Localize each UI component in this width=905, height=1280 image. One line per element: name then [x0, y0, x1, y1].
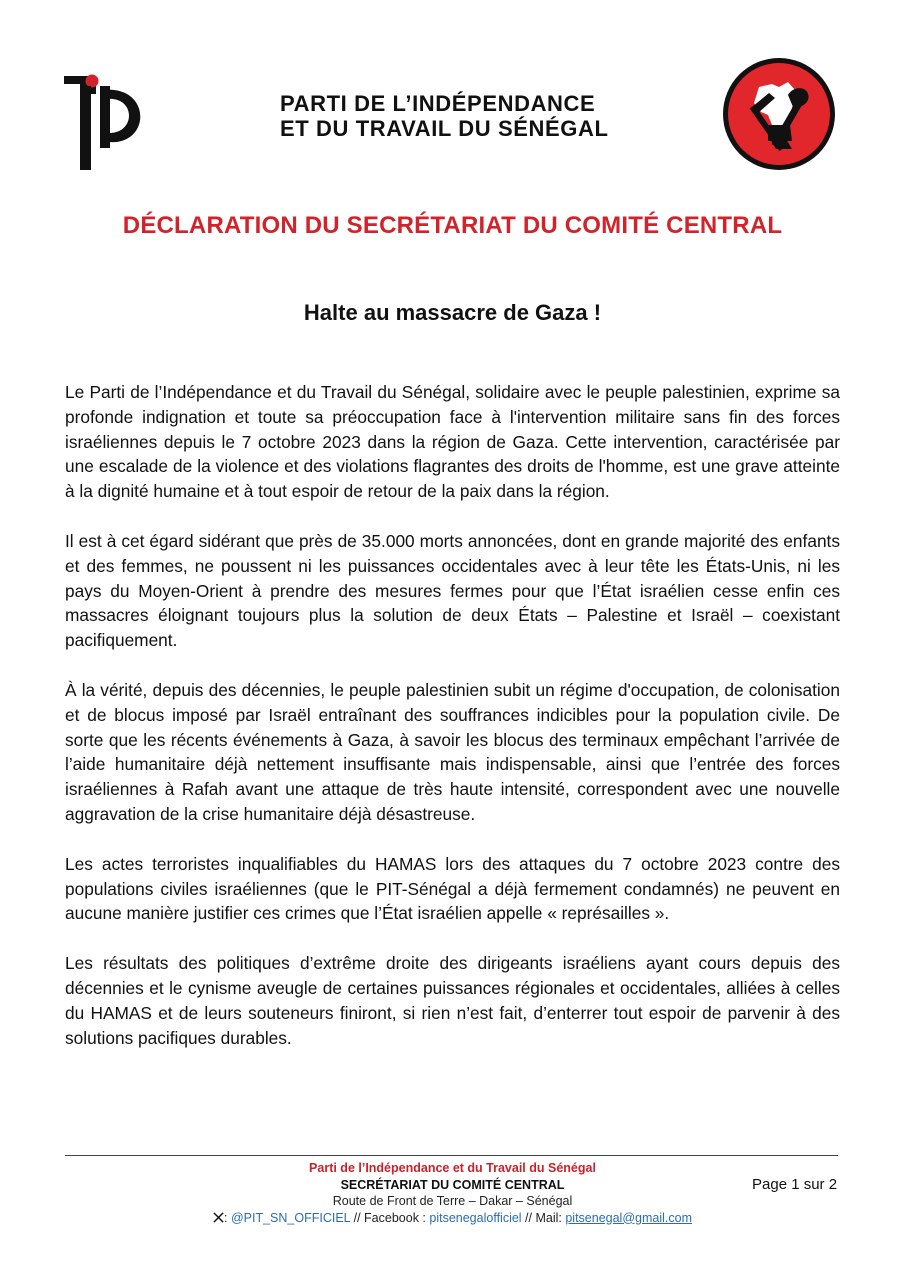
footer	[0, 1160, 905, 1226]
x-suffix: :	[224, 1210, 231, 1225]
paragraph-1: Le Parti de l’Indépendance et du Travail du Sénégal, solidaire avec le peuple palestinien, exprime sa profonde indignation et toute sa préoccupation face à l'intervention militaire sans fin des forces israéliennes depuis le 7 octobre 2023 dans la région de Gaza. Cette intervention, caractérisée par une escalade de la violence et des violations flagrantes des droits de l'homme, est une grave atteinte à la dignité humaine et à tout espoir de retour de la paix dans la région.	[65, 382, 840, 502]
paragraph-3: À la vérité, depuis des décennies, le peuple palestinien subit un régime d'occupation, de colonisation et de blocus imposé par Israël entraînant des souffrances indicibles pour la population civile. De sorte que les récents événements à Gaza, à savoir les blocus des terminaux empêchant l’arrivée de l’aide humanitaire déjà nettement insuffisante mais indispensable, ainsi que l’entrée des forces israéliennes à Rafah avant une attaque de très haute intensité, correspondent avec une nouvelle aggravation de la crise humanitaire déjà désastreuse.	[65, 679, 840, 824]
separator-facebook: // Facebook :	[350, 1210, 430, 1225]
pit-logo	[62, 72, 144, 172]
declaration-title: DÉCLARATION DU SECRÉTARIAT DU COMITÉ CENTRAL	[122, 212, 783, 239]
footer-address: Route de Front de Terre – Dakar – Sénégal	[332, 1194, 573, 1208]
party-name-line2: ET DU TRAVAIL DU SÉNÉGAL	[280, 116, 609, 141]
paragraph-2: Il est à cet égard sidérant que près de 35.000 morts annoncées, dont en grande majorité des enfants et des femmes, ne poussent ni les puissances occidentales avec à leur tête les États-Unis, ni les pays du Moyen-Orient à prendre des mesures fermes pour que l’État israélien cesse enfin ces massacres éloignant toujours plus la solution de deux États – Palestine et Israël – coexistant pacifiquement.	[65, 530, 840, 651]
footer-social	[0, 1210, 905, 1227]
footer-secretariat: SECRÉTARIAT DU COMITÉ CENTRAL	[340, 1177, 565, 1192]
body-text	[65, 380, 840, 1075]
page-number: Page 1 sur 2	[752, 1176, 838, 1193]
paragraph-5: Les résultats des politiques d’extrême droite des dirigeants israéliens ayant cours depuis des décennies et le cynisme aveugle de certaines puissances régionales et occidentales, alliées à celles du HAMAS et de leurs souteneurs finiront, si rien n’est fait, d’enterrer tout espoir de parvenir à des solutions pacifiques durables.	[65, 953, 840, 1048]
party-emblem	[722, 57, 836, 171]
separator-mail: // Mail:	[521, 1210, 566, 1225]
x-handle-link[interactable]: @PIT_SN_OFFICIEL	[230, 1210, 351, 1225]
headline: Halte au massacre de Gaza !	[303, 300, 602, 325]
x-logo-icon	[213, 1212, 224, 1223]
email-link[interactable]: pitsenegal@gmail.com	[565, 1210, 692, 1225]
paragraph-4: Les actes terroristes inqualifiables du HAMAS lors des attaques du 7 octobre 2023 contre des populations civiles israéliennes (que le PIT-Sénégal a déjà fermement condamnés) ne peuvent en aucune manière justifier ces crimes que l’État israélien appelle « représailles ».	[65, 853, 840, 924]
footer-party-name: Parti de l’Indépendance et du Travail du Sénégal	[309, 1161, 596, 1175]
footer-divider	[65, 1155, 838, 1156]
party-name-line1: PARTI DE L’INDÉPENDANCE	[280, 91, 596, 116]
facebook-link[interactable]: pitsenegalofficiel	[429, 1210, 522, 1225]
party-name	[280, 91, 630, 141]
